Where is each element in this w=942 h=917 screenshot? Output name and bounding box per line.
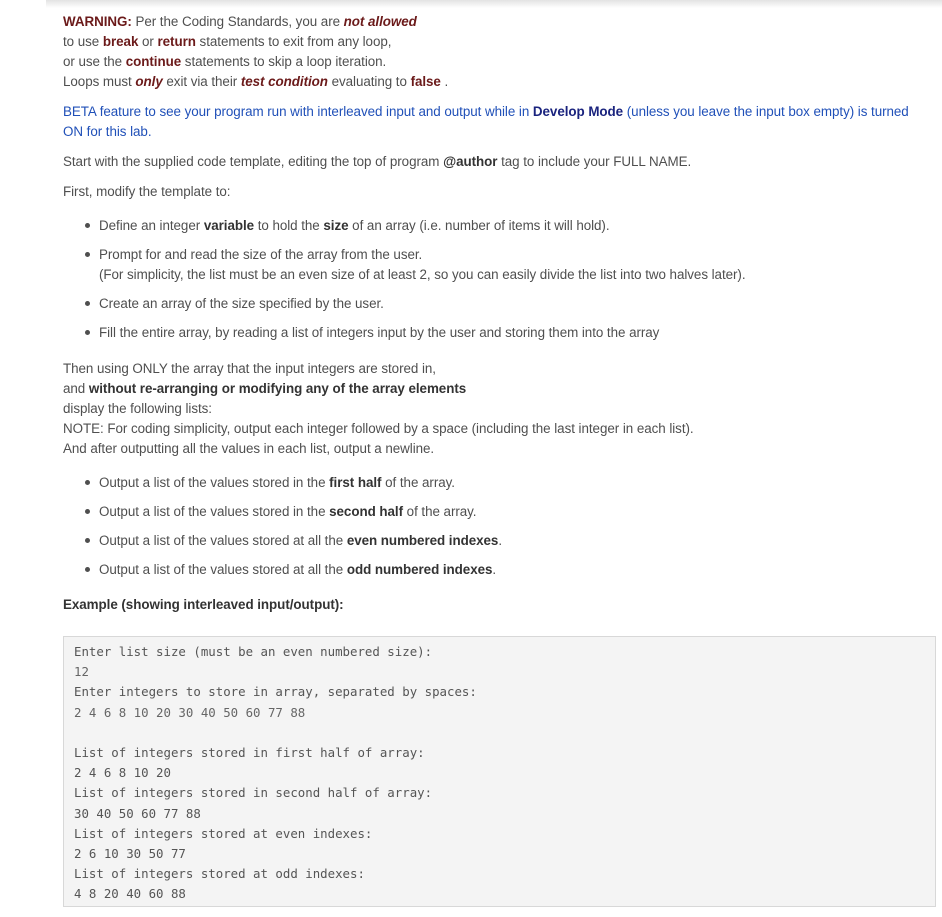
- list-item: Create an array of the size specified by the user.: [85, 294, 923, 314]
- code-line: Enter list size (must be an even numbered size):: [74, 644, 433, 659]
- output-lists-list: [63, 473, 923, 580]
- list-item: Define an integer variable to hold the size of an array (i.e. number of items it will hold).: [85, 216, 923, 236]
- code-line: 2 4 6 8 10 20: [74, 765, 171, 781]
- code-line: Enter integers to store in array, separated by spaces:: [74, 684, 477, 700]
- warning-line-4: Loops must only exit via their test condition evaluating to false .: [63, 74, 449, 89]
- warning-line-2: to use break or return statements to exit from any loop,: [63, 34, 392, 49]
- warning-block: [63, 12, 923, 92]
- instructions-content: [63, 12, 923, 615]
- list-item: Prompt for and read the size of the array from the user. (For simplicity, the list must be an even size of at least 2, so you can easily divide the list into two halves later).: [85, 245, 923, 285]
- code-line: 2 6 10 30 50 77: [74, 845, 186, 861]
- code-line: 4 8 20 40 60 88: [74, 886, 186, 902]
- list-item: Fill the entire array, by reading a list of integers input by the user and storing them into the array: [85, 323, 923, 343]
- warning-line-1: WARNING: Per the Coding Standards, you are not allowed: [63, 14, 417, 29]
- code-line: List of integers stored in second half of array:: [74, 785, 433, 801]
- note-paragraph: NOTE: For coding simplicity, output each integer followed by a space (including the last integer in each list). And after outputting all the values in each list, output a newline.: [63, 421, 694, 456]
- code-line: 30 40 50 60 77 88: [74, 805, 201, 821]
- code-line: 12: [74, 664, 89, 680]
- code-line: [74, 723, 925, 743]
- example-heading: Example (showing interleaved input/output):: [63, 597, 344, 612]
- list-item: Output a list of the values stored in the second half of the array.: [85, 502, 923, 522]
- list-item: Output a list of the values stored in the first half of the array.: [85, 473, 923, 493]
- then-paragraph: Then using ONLY the array that the input integers are stored in, and without re-arranging or modifying any of the array elements display the following lists:: [63, 361, 467, 416]
- list-item: Output a list of the values stored at all the odd numbered indexes.: [85, 560, 923, 580]
- code-line: List of integers stored at even indexes:: [74, 825, 373, 841]
- start-instruction: Start with the supplied code template, editing the top of program @author tag to include your FULL NAME.: [63, 154, 692, 169]
- code-line: List of integers stored at odd indexes:: [74, 866, 365, 882]
- first-modify-heading: First, modify the template to:: [63, 184, 231, 199]
- code-line: 2 4 6 8 10 20 30 40 50 60 77 88: [74, 704, 306, 720]
- beta-feature-note: BETA feature to see your program run with interleaved input and output while in Develop Mode (unless you leave the input box empty) is turned ON for this lab.: [63, 104, 909, 139]
- code-line: List of integers stored in first half of array:: [74, 744, 425, 760]
- example-output-code-block: [63, 636, 936, 907]
- list-item: Output a list of the values stored at all the even numbered indexes.: [85, 531, 923, 551]
- template-steps-list: [63, 216, 923, 343]
- warning-line-3: or use the continue statements to skip a loop iteration.: [63, 54, 387, 69]
- top-shadow-divider: [46, 0, 942, 8]
